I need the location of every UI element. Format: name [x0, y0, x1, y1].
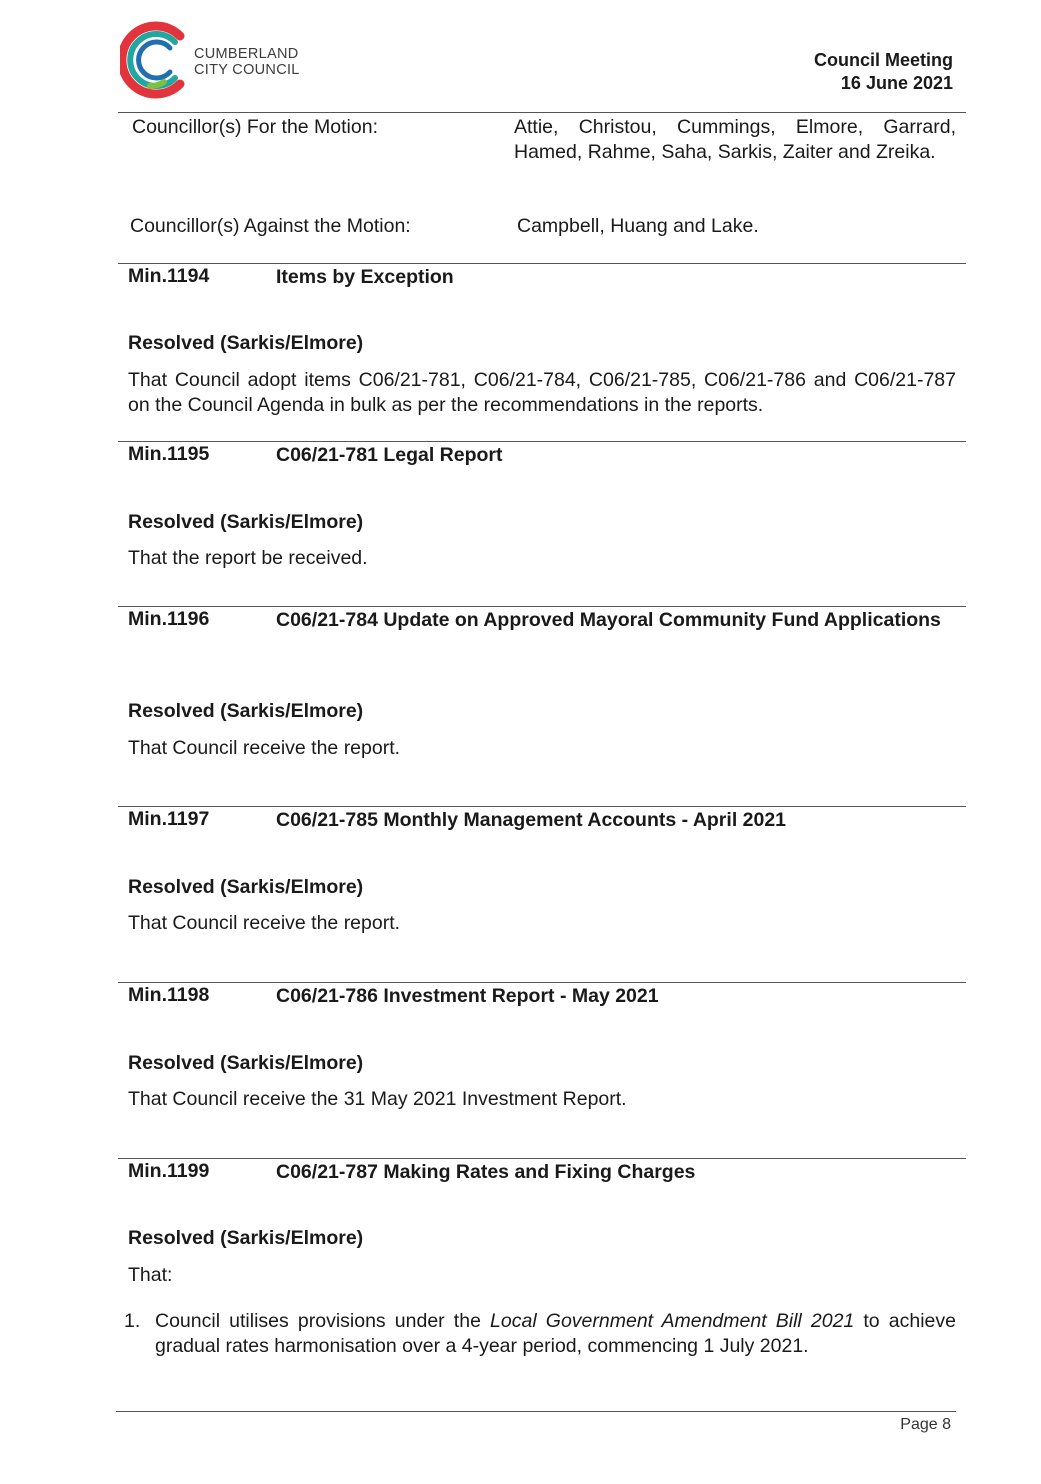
- minute-number: Min.1195: [128, 443, 210, 465]
- section-rule: [118, 806, 966, 807]
- resolution-text: That Council adopt items C06/21-781, C06/21-784, C06/21-785, C06/21-786 and C06/21-787 on the Council Agenda in bulk as per the recommendations in the reports.: [128, 369, 956, 416]
- minute-title: C06/21-785 Monthly Management Accounts - April 2021: [276, 809, 787, 831]
- resolved-heading: Resolved (Sarkis/Elmore): [128, 332, 364, 354]
- section-rule: [118, 1158, 966, 1159]
- resolution-text: That:: [128, 1264, 173, 1286]
- minute-number: Min.1196: [128, 608, 210, 630]
- minute-number: Min.1197: [128, 808, 210, 830]
- footer-rule: [116, 1411, 956, 1412]
- against-motion-label: Councillor(s) Against the Motion:: [130, 215, 411, 237]
- section-rule: [118, 606, 966, 607]
- org-name-line1: CUMBERLAND: [194, 46, 299, 62]
- section-rule: [118, 441, 966, 442]
- section-rule: [118, 263, 966, 264]
- minute-number: Min.1199: [128, 1160, 210, 1182]
- minute-title: C06/21-784 Update on Approved Mayoral Community Fund Applications: [276, 609, 941, 631]
- list-item-number: 1.: [124, 1310, 141, 1332]
- section-rule: [118, 982, 966, 983]
- minute-title: Items by Exception: [276, 266, 454, 288]
- org-name-line2: CITY COUNCIL: [194, 62, 300, 78]
- minute-title: C06/21-781 Legal Report: [276, 444, 503, 466]
- resolution-text: That Council receive the report.: [128, 737, 401, 759]
- page-number: Page 8: [900, 1416, 951, 1433]
- resolved-heading: Resolved (Sarkis/Elmore): [128, 700, 364, 722]
- header-rule: [118, 112, 966, 113]
- resolution-text: That Council receive the report.: [128, 912, 401, 934]
- resolved-heading: Resolved (Sarkis/Elmore): [128, 876, 364, 898]
- header-date: 16 June 2021: [840, 73, 953, 93]
- list-item-text-pre: Council utilises provisions under the: [155, 1310, 491, 1332]
- resolved-heading: Resolved (Sarkis/Elmore): [128, 1052, 364, 1074]
- header-meeting: Council Meeting: [814, 50, 953, 70]
- resolution-text: That Council receive the 31 May 2021 Investment Report.: [128, 1088, 627, 1110]
- list-item-text-post: to achieve gradual rates harmonisation over a 4-year period, commencing 1 July 2021.: [155, 1310, 956, 1357]
- resolved-heading: Resolved (Sarkis/Elmore): [128, 1227, 364, 1249]
- against-motion-names: Campbell, Huang and Lake.: [517, 215, 759, 237]
- for-motion-label: Councillor(s) For the Motion:: [132, 116, 378, 138]
- minute-number: Min.1194: [128, 265, 210, 287]
- council-logo-icon: [120, 20, 192, 100]
- council-logo: [120, 20, 192, 100]
- list-item-text: [155, 1309, 956, 1359]
- minute-title: C06/21-787 Making Rates and Fixing Charges: [276, 1161, 696, 1183]
- for-motion-names: Attie, Christou, Cummings, Elmore, Garrard, Hamed, Rahme, Saha, Sarkis, Zaiter and Zreika.: [514, 116, 956, 163]
- resolved-heading: Resolved (Sarkis/Elmore): [128, 511, 364, 533]
- bill-name: Local Government Amendment Bill 2021: [490, 1310, 855, 1332]
- resolution-text: That the report be received.: [128, 547, 368, 569]
- minute-number: Min.1198: [128, 984, 210, 1006]
- minute-title: C06/21-786 Investment Report - May 2021: [276, 985, 659, 1007]
